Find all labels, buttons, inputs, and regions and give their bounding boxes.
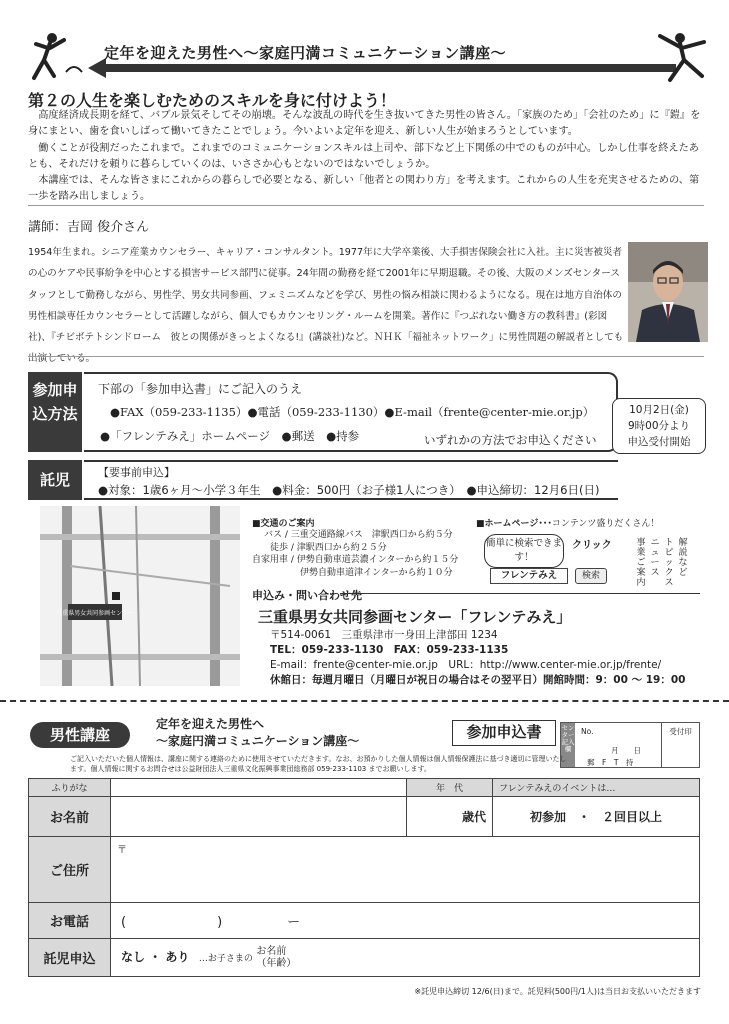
apply-methods-line2: ●「フレンテみえ」ホームページ ●郵送 ●持参	[100, 429, 360, 443]
lecturer-bio: 1954年生まれ。シニア産業カウンセラー、キャリア・コンサルタント。1977年に大学卒業後、大手損害保険会社に入社。主に災害被災者の心のケアや民事紛争を中心とする損害サービス部門に従事。24年間の勤務を経て2001年に早期退職。その後、大阪のメンズセンタースタッフとして勤務しながら、男性学、男女共同参画、フェミニズムなどを学び、男性の悩み相談に関わるようになる。現在は地方自治体の男性相談専任カウンセラーとして活躍しながら、個人でもカウンセリング・ルームを開業。著作に『つぶれない働き方の教科書』(彩図社)、『チビボテトシンドローム 彼との関係がきっとよくなる!』(講談社)など。ＮＨＫ「福祉ネットワーク」に男性問題の解説者としても出演している。	[28, 247, 624, 365]
intro-paragraph: 本講座では、そんな皆さまにこれからの暮らしで必要となる、新しい「他者との関わり方」を考えます。これからの人生を充実させるための、第一歩を踏み出しましょう。	[28, 175, 700, 203]
childcare-info: ●対象：1歳6ヶ月～小学３年生 ●料金：500円（お子様1人につき） ●申込締切：12月6日(日)	[98, 483, 600, 497]
intro-paragraph: 働くことが役割だったこれまで。これまでのコミュニケーションスキルは上司や、部下など上下関係の中でのものが中心。しかし仕事を終えたあとも、それだけを頼りに暮らしていくのは、いささか心もとないのではないでしょうか。	[28, 142, 699, 170]
name-field[interactable]	[111, 797, 407, 837]
childcare-apply-label: 託児申込	[29, 939, 111, 977]
office-date: 月 日	[611, 746, 641, 755]
homepage-title	[476, 516, 659, 529]
apply-heading: 下部の「参加申込書」にご記入のうえ	[98, 382, 303, 396]
age-field[interactable]	[407, 797, 493, 837]
contact-email: E-mail：frente@center-mie.or.jp URL：http://www.center-mie.or.jp/frente/	[270, 659, 662, 671]
running-figure-left-icon	[14, 30, 94, 85]
office-use-label: センター記入欄	[561, 723, 575, 767]
contact-hours: 休館日：毎週月曜日（月曜日が祝日の場合はその翌平日）開館時間：9：00 ～ 19：00	[270, 674, 686, 686]
event-header: フレンテみえのイベントは…	[493, 779, 700, 797]
kicking-figure-right-icon	[640, 28, 716, 88]
access-line: バス / 三重交通路線バス 津駅西口から約５分	[264, 530, 453, 540]
map-center-label: 三重県男女共同参画センター	[56, 610, 134, 617]
access-lines	[252, 529, 458, 579]
homepage-title-bold: ■ホームページ･･･	[476, 519, 552, 529]
search-button[interactable]: 検索	[575, 568, 607, 584]
footnote: ※託児申込締切 12/6(日)まで。託児料(500円/1人)は当日お支払いいただきます	[414, 987, 701, 996]
childcare-apply-field[interactable]	[111, 939, 700, 977]
contact-info	[270, 628, 685, 688]
center-name: 三重県男女共同参画センター「フレンテみえ」	[258, 608, 572, 626]
contact-address: 〒514-0061 三重県津市一身田上津部田 1234	[270, 629, 498, 641]
address-label: ご住所	[29, 837, 111, 903]
access-map	[40, 506, 240, 686]
child-name-label: お名前（年齢）	[256, 945, 297, 969]
contact-title: 申込み・問い合わせ先	[252, 589, 362, 602]
office-no: No.	[581, 727, 594, 736]
child-name-prefix: …お子さまの	[198, 953, 253, 964]
childcare-options[interactable]: なし ・ あり	[121, 949, 190, 964]
lecturer-title: 講師：吉岡 俊介さん	[28, 220, 150, 235]
lecturer-photo	[628, 242, 708, 342]
application-form-table	[28, 778, 700, 977]
form-title-line1: 定年を迎えた男性へ	[156, 717, 265, 731]
search-bubble: 簡単に検索できます！	[484, 534, 564, 568]
homepage-title-rest: コンテンツ盛りだくさん！	[551, 519, 660, 529]
address-field[interactable]	[111, 837, 700, 903]
postal-mark: 〒	[117, 845, 127, 856]
event-options[interactable]: 初参加 ・ ２回目以上	[493, 797, 700, 837]
phone-label: お電話	[29, 903, 111, 939]
topic-column: 解説など	[678, 538, 688, 578]
subtitle: 第２の人生を楽しむためのスキルを身に付けよう！	[28, 91, 396, 110]
apply-label: 参加申込方法	[28, 372, 82, 452]
age-unit: 歳代	[461, 810, 486, 824]
reception-start-box	[612, 398, 706, 454]
search-input[interactable]: フレンテみえ	[490, 568, 568, 584]
banner-title: 定年を迎えた男性へ～家庭円満コミュニケーション講座～	[104, 44, 507, 62]
reception-time: 9時00分より	[627, 420, 691, 432]
reception-date: 10月2日(金)	[629, 404, 689, 416]
topic-column: ニュース	[650, 538, 660, 578]
childcare-label: 託児	[28, 460, 82, 500]
received-stamp-field: 受付印	[661, 723, 699, 767]
apply-note: いずれかの方法でお申込ください	[424, 433, 597, 447]
phone-field[interactable]: ( ) ー	[111, 903, 700, 939]
access-line: 伊勢自動車道津インターから約１０分	[300, 567, 453, 578]
furigana-label: ふりがな	[29, 779, 111, 797]
contact-tel: TEL：059-233-1130 FAX：059-233-1135	[270, 644, 509, 656]
office-use-box	[560, 722, 700, 768]
divider	[28, 205, 704, 206]
form-title-line2: ～家庭円満コミュニケーション講座～	[156, 734, 360, 748]
office-flags: 郵 F T 持	[587, 758, 634, 767]
age-header: 年 代	[407, 779, 493, 797]
reception-label: 申込受付開始	[627, 436, 691, 448]
cut-line	[0, 700, 729, 702]
contact-rule	[340, 593, 700, 594]
intro-paragraph: 高度経済成長期を経て、バブル景気そしてその崩壊。そんな波乱の時代を生き抜いてきた男性の皆さん。「家族のため」「会社のため」に『鎧』を身にまとい、歯を食いしばって働いてきたことでしょう。今いよいよ定年を迎え、新しい人生が始まろうとしています。	[28, 110, 701, 138]
access-title: ■交通のご案内	[252, 519, 315, 529]
click-label: クリック	[572, 540, 612, 551]
divider	[28, 356, 704, 357]
name-label: お名前	[29, 797, 111, 837]
furigana-field[interactable]	[111, 779, 407, 797]
access-line: 徒歩 / 津駅西口から約２５分	[270, 542, 387, 553]
intro-text	[28, 108, 704, 206]
apply-methods-line1: ●FAX（059-233-1135）●電話（059-233-1130）●E-mail（frente@center-mie.or.jp）	[110, 405, 595, 419]
topic-column: トピックス	[664, 538, 674, 588]
form-badge: 男性講座	[30, 722, 130, 748]
childcare-heading: 【要事前申込】	[98, 466, 175, 479]
form-title	[156, 716, 359, 750]
privacy-note: ご記入いただいた個人情報は、講座に関する連絡のために使用させていただきます。なお、お預かりした個人情報は個人情報保護法に基づき適切に管理いたします。個人情報に関するお問合せは公益財団法人三重県文化振興事業団総務部 059-233-1103 までお願いします。	[70, 755, 567, 773]
topic-column: 事業ご案内	[636, 538, 646, 588]
form-heading: 参加申込書	[452, 720, 556, 746]
access-line: 自家用車 / 伊勢自動車道芸濃インターから約１５分	[252, 555, 459, 565]
